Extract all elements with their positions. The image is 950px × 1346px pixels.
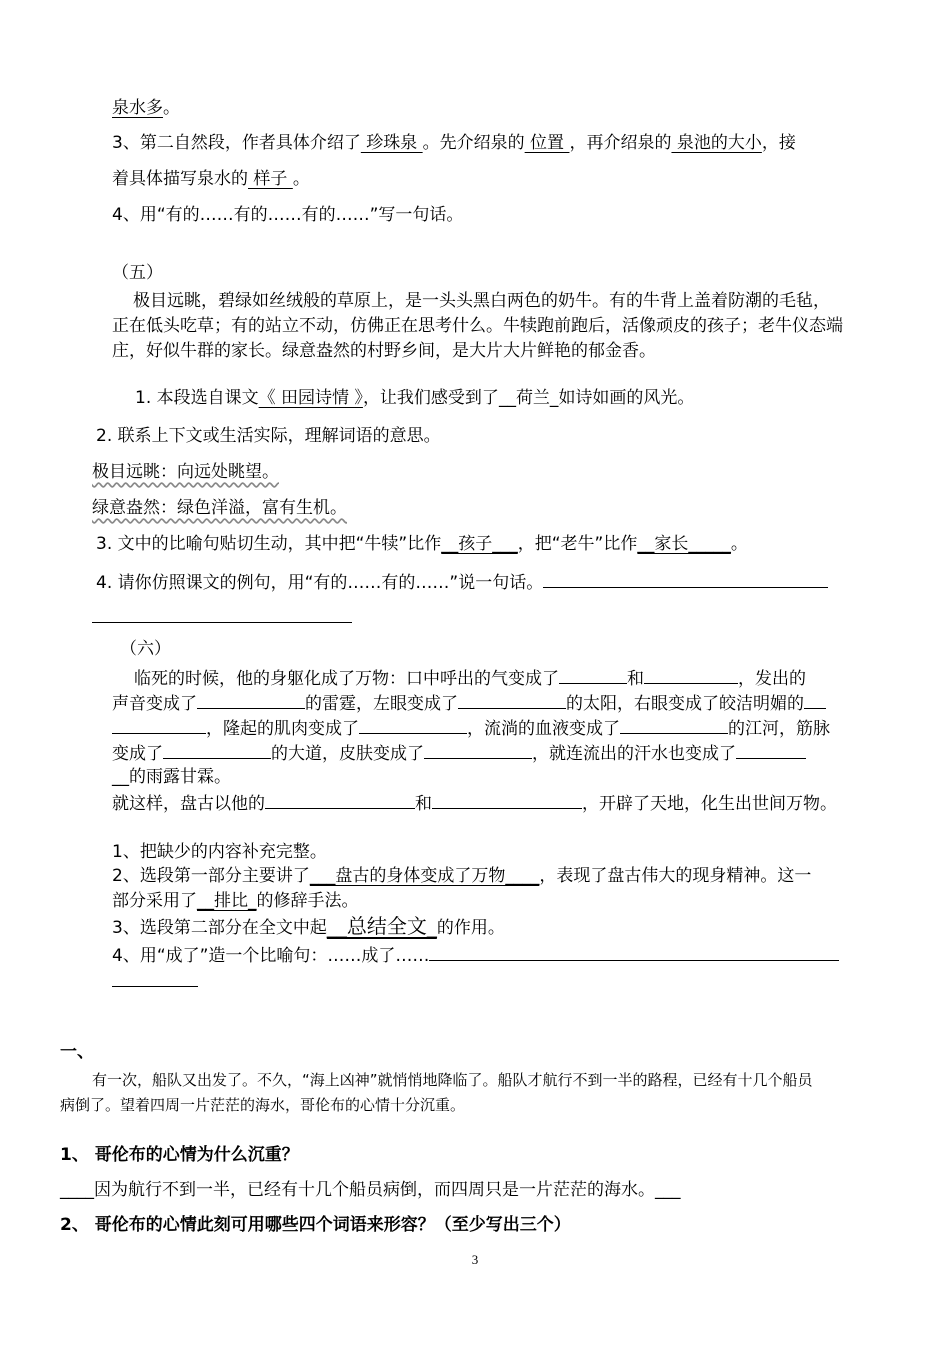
question-text: 着具体描写泉水的 [112, 169, 248, 189]
fill-blank[interactable] [559, 665, 627, 684]
passage-line: 有一次，船队又出发了。不久，“海上凶神”就悄悄地降临了。船队才航行不到一半的路程，已经有十几个船员 [92, 1071, 813, 1089]
fill-blank[interactable] [620, 715, 728, 734]
fill-blank[interactable] [644, 665, 738, 684]
section-heading: 一、 [60, 1042, 94, 1062]
fill-blank[interactable] [112, 715, 206, 734]
section-heading: （六） [120, 639, 171, 659]
answer-blank: 样子 [248, 169, 293, 189]
passage-line [112, 715, 830, 741]
punct: 。 [730, 534, 748, 554]
passage-text: 变成了 [112, 744, 163, 764]
word-meaning-text: 绿意盎然：绿色洋溢，富有生机。 [92, 498, 347, 518]
question-2 [112, 864, 811, 888]
question-text: 部分采用了 [112, 891, 197, 911]
question-text: 的修辞手法。 [256, 891, 359, 911]
question-text: ，让我们感受到了 [362, 388, 499, 408]
fill-blank[interactable] [804, 690, 826, 709]
passage-text: ，流淌的血液变成了 [467, 719, 620, 739]
passage-text: 的大道，皮肤变成了 [271, 744, 424, 764]
question-text: ，接 [761, 133, 796, 153]
question-text: ，表现了盘古伟大的现身精神。这一 [539, 866, 812, 886]
passage-line [112, 790, 837, 816]
question-1 [135, 386, 694, 410]
passage-line: 庄，好似牛群的家长。绿意盎然的村野乡间，是大片大片鲜艳的郁金香。 [112, 341, 656, 361]
question-4: 4、用“有的……有的……有的……”写一句话。 [112, 205, 464, 225]
question-1: 1、把缺少的内容补充完整。 [112, 842, 327, 862]
question-text: 3、选段第二部分在全文中起 [112, 918, 327, 938]
fill-blank[interactable] [197, 690, 305, 709]
passage-line: 正在低头吃草；有的站立不动，仿佛正在思考什么。牛犊跑前跑后，活像顽皮的孩子；老牛仪态端 [112, 316, 843, 336]
fill-blank[interactable] [359, 715, 467, 734]
fill-blank[interactable] [458, 690, 566, 709]
punct: 。 [163, 98, 180, 118]
question-4 [112, 942, 839, 968]
fill-blank[interactable] [432, 790, 582, 809]
question-text: 1. 本段选自课文 [135, 388, 259, 408]
question-text: 3. 文中的比喻句贴切生动，其中把“牛犊”比作 [96, 534, 442, 554]
passage-text: 的雷霆，左眼变成了 [305, 694, 458, 714]
word-meaning [92, 460, 279, 484]
question-2: 2、 哥伦布的心情此刻可用哪些四个词语来形容？（至少写出三个） [60, 1215, 571, 1235]
word-meaning [92, 496, 347, 520]
passage-line: 病倒了。望着四周一片茫茫的海水，哥伦布的心情十分沉重。 [60, 1096, 466, 1114]
question-text: 4、用“成了”造一个比喻句：……成了…… [112, 946, 430, 966]
fill-blank[interactable] [265, 790, 415, 809]
question-text: 4. 请你仿照课文的例句，用“有的……有的……”说一句话。 [96, 573, 544, 593]
question-3 [112, 131, 796, 155]
fill-blank[interactable] [163, 740, 271, 759]
answer-line-cont[interactable] [112, 968, 198, 994]
passage-text: 和 [415, 794, 432, 814]
answer-1 [60, 1178, 681, 1202]
answer-blank: 位置 [524, 133, 570, 153]
passage-text: 的太阳，右眼变成了皎洁明媚的 [566, 694, 804, 714]
answer-blank: 珍珠泉 [360, 133, 423, 153]
answer-text: 泉水多 [112, 98, 163, 118]
passage-text: 临死的时候，他的身躯化成了万物：口中呼出的气变成了 [134, 669, 559, 689]
answer-line[interactable] [429, 942, 839, 961]
question-text: 的作用。 [436, 918, 505, 938]
answer-blank: __排比_ [197, 891, 257, 911]
answer-blank: __家长_____ [637, 534, 731, 554]
question-text: ，再介绍泉的 [569, 133, 672, 153]
question-4 [96, 569, 828, 595]
passage-text: ，发出的 [738, 669, 806, 689]
question-3-cont [112, 167, 310, 191]
passage-line: 极目远眺，碧绿如丝绒般的草原上，是一头头黑白两色的奶牛。有的牛背上盖着防潮的毛毡， [133, 291, 830, 311]
question-text: 2、选段第一部分主要讲了 [112, 866, 310, 886]
passage-text: 和 [627, 669, 644, 689]
fill-blank[interactable] [736, 740, 806, 759]
passage-text: 的江河，筋脉 [728, 719, 830, 739]
question-1: 1、 哥伦布的心情为什么沉重？ [60, 1145, 299, 1165]
passage-line [112, 690, 826, 716]
answer-blank: ___盘古的身体变成了万物____ [309, 866, 540, 886]
passage-text: 声音变成了 [112, 694, 197, 714]
passage-text: 就这样，盘古以他的 [112, 794, 265, 814]
question-2-cont [112, 889, 359, 913]
answer-blank: __荷兰_ [498, 388, 559, 408]
answer-text: ____因为航行不到一半，已经有十几个船员病倒，而四周只是一片茫茫的海水。___ [60, 1180, 681, 1200]
section-heading: （五） [112, 263, 163, 283]
passage-text: ，就连流出的汗水也变成了 [532, 744, 736, 764]
passage-text: ，隆起的肌肉变成了 [206, 719, 359, 739]
fill-blank[interactable] [424, 740, 532, 759]
answer-blank: __总结全文_ [326, 914, 437, 938]
answer-line[interactable] [543, 569, 828, 588]
question-2: 2. 联系上下文或生活实际，理解词语的意思。 [96, 426, 441, 446]
punct: 。 [292, 169, 310, 189]
question-3 [112, 914, 505, 940]
passage-line [134, 665, 806, 691]
passage-line: __的雨露甘霖。 [112, 767, 231, 787]
question-text: ，把“老牛”比作 [517, 534, 638, 554]
passage-line [112, 740, 806, 766]
question-3 [96, 532, 748, 556]
page-number: 3 [471, 1252, 479, 1267]
answer-line-0 [112, 96, 180, 120]
answer-line-cont[interactable] [92, 604, 352, 630]
answer-blank: __孩子___ [441, 534, 518, 554]
question-text: 。先介绍泉的 [422, 133, 525, 153]
answer-blank: 泉池的大小 [671, 133, 762, 153]
word-meaning-text: 极目远眺：向远处眺望。 [92, 462, 279, 482]
answer-blank: 《 田园诗情 》 [258, 388, 363, 408]
question-text: 3、第二自然段，作者具体介绍了 [112, 133, 361, 153]
question-text: 如诗如画的风光。 [558, 388, 695, 408]
passage-text: ，开辟了天地，化生出世间万物。 [582, 794, 837, 814]
